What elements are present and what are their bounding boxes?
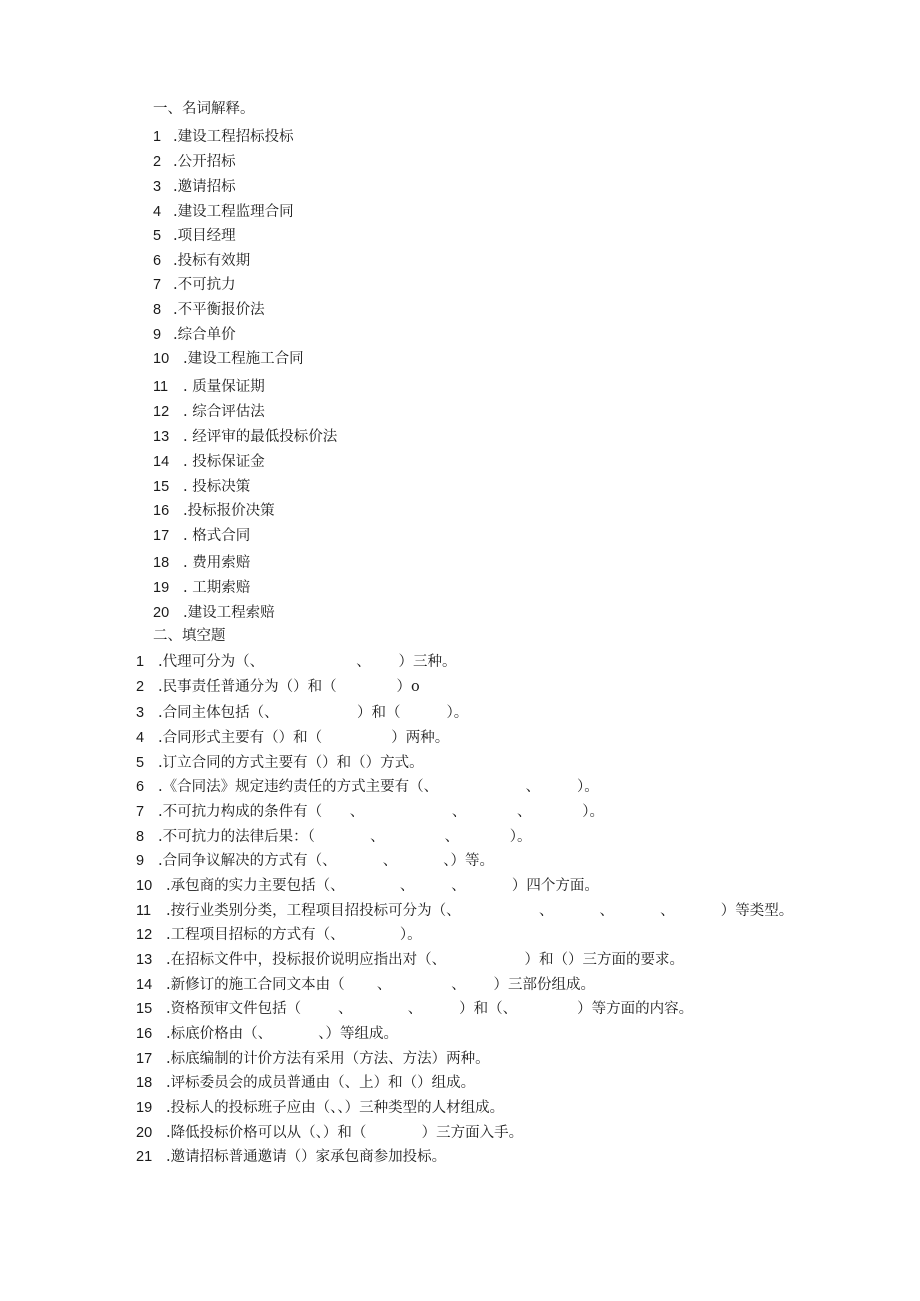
item-number: 14: [153, 454, 170, 470]
item-text: .标底价格由（、 、）等组成。: [166, 1026, 398, 1042]
item-text: .不可抗力构成的条件有（ 、 、 、 ）。: [158, 804, 604, 820]
list-item: [136, 1025, 398, 1043]
item-number: 2: [136, 679, 145, 695]
item-number: 16: [136, 1026, 153, 1042]
item-number: 7: [136, 804, 145, 820]
item-text: .不可抗力的法律后果：（ 、 、 ）。: [158, 829, 532, 845]
item-number: 8: [136, 829, 145, 845]
list-item: [153, 227, 236, 245]
list-item: [153, 276, 236, 294]
list-item: [153, 527, 250, 545]
item-text: .订立合同的方式主要有（）和（）方式。: [158, 755, 424, 771]
item-text: .新修订的施工合同文本由（ 、 、 ）三部份组成。: [166, 977, 595, 993]
item-text: .项目经理: [173, 228, 236, 244]
list-item: [136, 902, 793, 920]
item-number: 18: [153, 555, 170, 571]
item-text: . 工期索赔: [183, 580, 251, 596]
list-item: [136, 704, 468, 722]
list-item: [136, 754, 424, 772]
item-text: .投标报价决策: [183, 503, 275, 519]
item-number: 4: [153, 204, 162, 220]
item-text: .合同形式主要有（）和（ ）两种。: [158, 730, 450, 746]
item-text: .资格预审文件包括（ 、 、 ）和（、 ）等方面的内容。: [166, 1001, 694, 1017]
list-item: [153, 403, 265, 421]
item-text: .评标委员会的成员普通由（、上）和（）组成。: [166, 1075, 476, 1091]
item-text: .不可抗力: [173, 277, 236, 293]
list-item: [136, 828, 532, 846]
item-number: 17: [153, 528, 170, 544]
item-text: . 经评审的最低投标价法: [183, 429, 338, 445]
item-number: 11: [153, 379, 169, 395]
list-item: [153, 203, 294, 221]
item-text: .建设工程索赔: [183, 605, 275, 621]
list-item: [136, 729, 449, 747]
item-text: .建设工程招标投标: [173, 129, 294, 145]
item-number: 1: [136, 654, 145, 670]
list-item: [136, 1148, 446, 1166]
list-item: [136, 852, 494, 870]
item-number: 3: [153, 179, 162, 195]
item-text: .在招标文件中，投标报价说明应指出对（、 ）和（）三方面的要求。: [166, 952, 684, 968]
item-text: .《合同法》规定违约责任的方式主要有（、 、 ）。: [158, 779, 599, 795]
item-text: .按行业类别分类，工程项目招投标可分为（、 、 、 、 ）等类型。: [166, 903, 794, 919]
list-item: [153, 378, 265, 396]
section-heading-fill-blanks: 二、填空题: [153, 628, 226, 644]
item-number: 21: [136, 1149, 153, 1165]
item-number: 19: [136, 1100, 153, 1116]
section-heading-definitions: 一、名词解释。: [153, 101, 255, 117]
list-item: [136, 1050, 490, 1068]
item-text: .代理可分为（、 、 ）三种。: [158, 654, 457, 670]
item-text: .工程项目招标的方式有（、 ）。: [166, 927, 422, 943]
item-text: . 综合评估法: [183, 404, 265, 420]
list-item: [153, 453, 265, 471]
list-item: [136, 778, 599, 796]
list-item: [153, 554, 250, 572]
item-text: . 投标保证金: [183, 454, 265, 470]
item-number: 5: [153, 228, 162, 244]
item-text: .标底编制的计价方法有采用（方法、方法）两种。: [166, 1051, 490, 1067]
list-item: [136, 951, 684, 969]
item-number: 20: [136, 1125, 153, 1141]
item-number: 12: [136, 927, 153, 943]
item-number: 16: [153, 503, 170, 519]
list-item: [153, 153, 236, 171]
item-text: .建设工程施工合同: [183, 351, 304, 367]
item-text: .民事责任普通分为（）和（ ）o: [158, 679, 420, 695]
list-item: [136, 803, 604, 821]
list-item: [153, 178, 236, 196]
item-number: 13: [153, 429, 170, 445]
item-number: 8: [153, 302, 162, 318]
list-item: [136, 1124, 523, 1142]
list-item: [136, 678, 420, 696]
item-text: .合同主体包括（、 ）和（ ）。: [158, 705, 469, 721]
item-number: 15: [153, 479, 170, 495]
item-text: .邀请招标: [173, 179, 236, 195]
item-text: .合同争议解决的方式有（、 、 、）等。: [158, 853, 495, 869]
item-number: 11: [136, 903, 152, 919]
item-text: . 投标决策: [183, 479, 251, 495]
item-text: . 费用索赔: [183, 555, 251, 571]
list-item: [136, 1000, 693, 1018]
item-number: 5: [136, 755, 145, 771]
item-text: .邀请招标普通邀请（）家承包商参加投标。: [166, 1149, 447, 1165]
item-number: 12: [153, 404, 170, 420]
item-text: .投标人的投标班子应由（、、）三种类型的人材组成。: [166, 1100, 505, 1116]
list-item: [136, 1099, 504, 1117]
list-item: [136, 926, 422, 944]
item-text: .不平衡报价法: [173, 302, 265, 318]
item-number: 7: [153, 277, 162, 293]
list-item: [153, 502, 275, 520]
item-text: .降低投标价格可以从（、）和（ ）三方面入手。: [166, 1125, 524, 1141]
item-text: .综合单价: [173, 327, 236, 343]
item-text: . 质量保证期: [183, 379, 265, 395]
item-number: 10: [136, 878, 153, 894]
list-item: [153, 128, 294, 146]
list-item: [153, 326, 236, 344]
item-text: .公开招标: [173, 154, 236, 170]
item-text: . 格式合同: [183, 528, 251, 544]
item-text: .建设工程监理合同: [173, 204, 294, 220]
item-number: 19: [153, 580, 170, 596]
item-number: 15: [136, 1001, 153, 1017]
item-text: .投标有效期: [173, 253, 251, 269]
item-number: 9: [153, 327, 162, 343]
item-number: 3: [136, 705, 145, 721]
list-item: [153, 478, 250, 496]
item-number: 6: [153, 253, 162, 269]
item-number: 20: [153, 605, 170, 621]
item-number: 9: [136, 853, 145, 869]
list-item: [153, 350, 304, 368]
list-item: [136, 976, 595, 994]
list-item: [153, 252, 250, 270]
list-item: [136, 653, 456, 671]
item-number: 10: [153, 351, 170, 367]
list-item: [153, 301, 265, 319]
list-item: [153, 428, 337, 446]
item-text: .承包商的实力主要包括（、 、 、 ）四个方面。: [166, 878, 599, 894]
item-number: 6: [136, 779, 145, 795]
item-number: 13: [136, 952, 153, 968]
list-item: [136, 1074, 475, 1092]
item-number: 14: [136, 977, 153, 993]
item-number: 18: [136, 1075, 153, 1091]
item-number: 17: [136, 1051, 153, 1067]
item-number: 1: [153, 129, 162, 145]
item-number: 2: [153, 154, 162, 170]
list-item: [136, 877, 599, 895]
list-item: [153, 579, 250, 597]
item-number: 4: [136, 730, 145, 746]
list-item: [153, 604, 275, 622]
